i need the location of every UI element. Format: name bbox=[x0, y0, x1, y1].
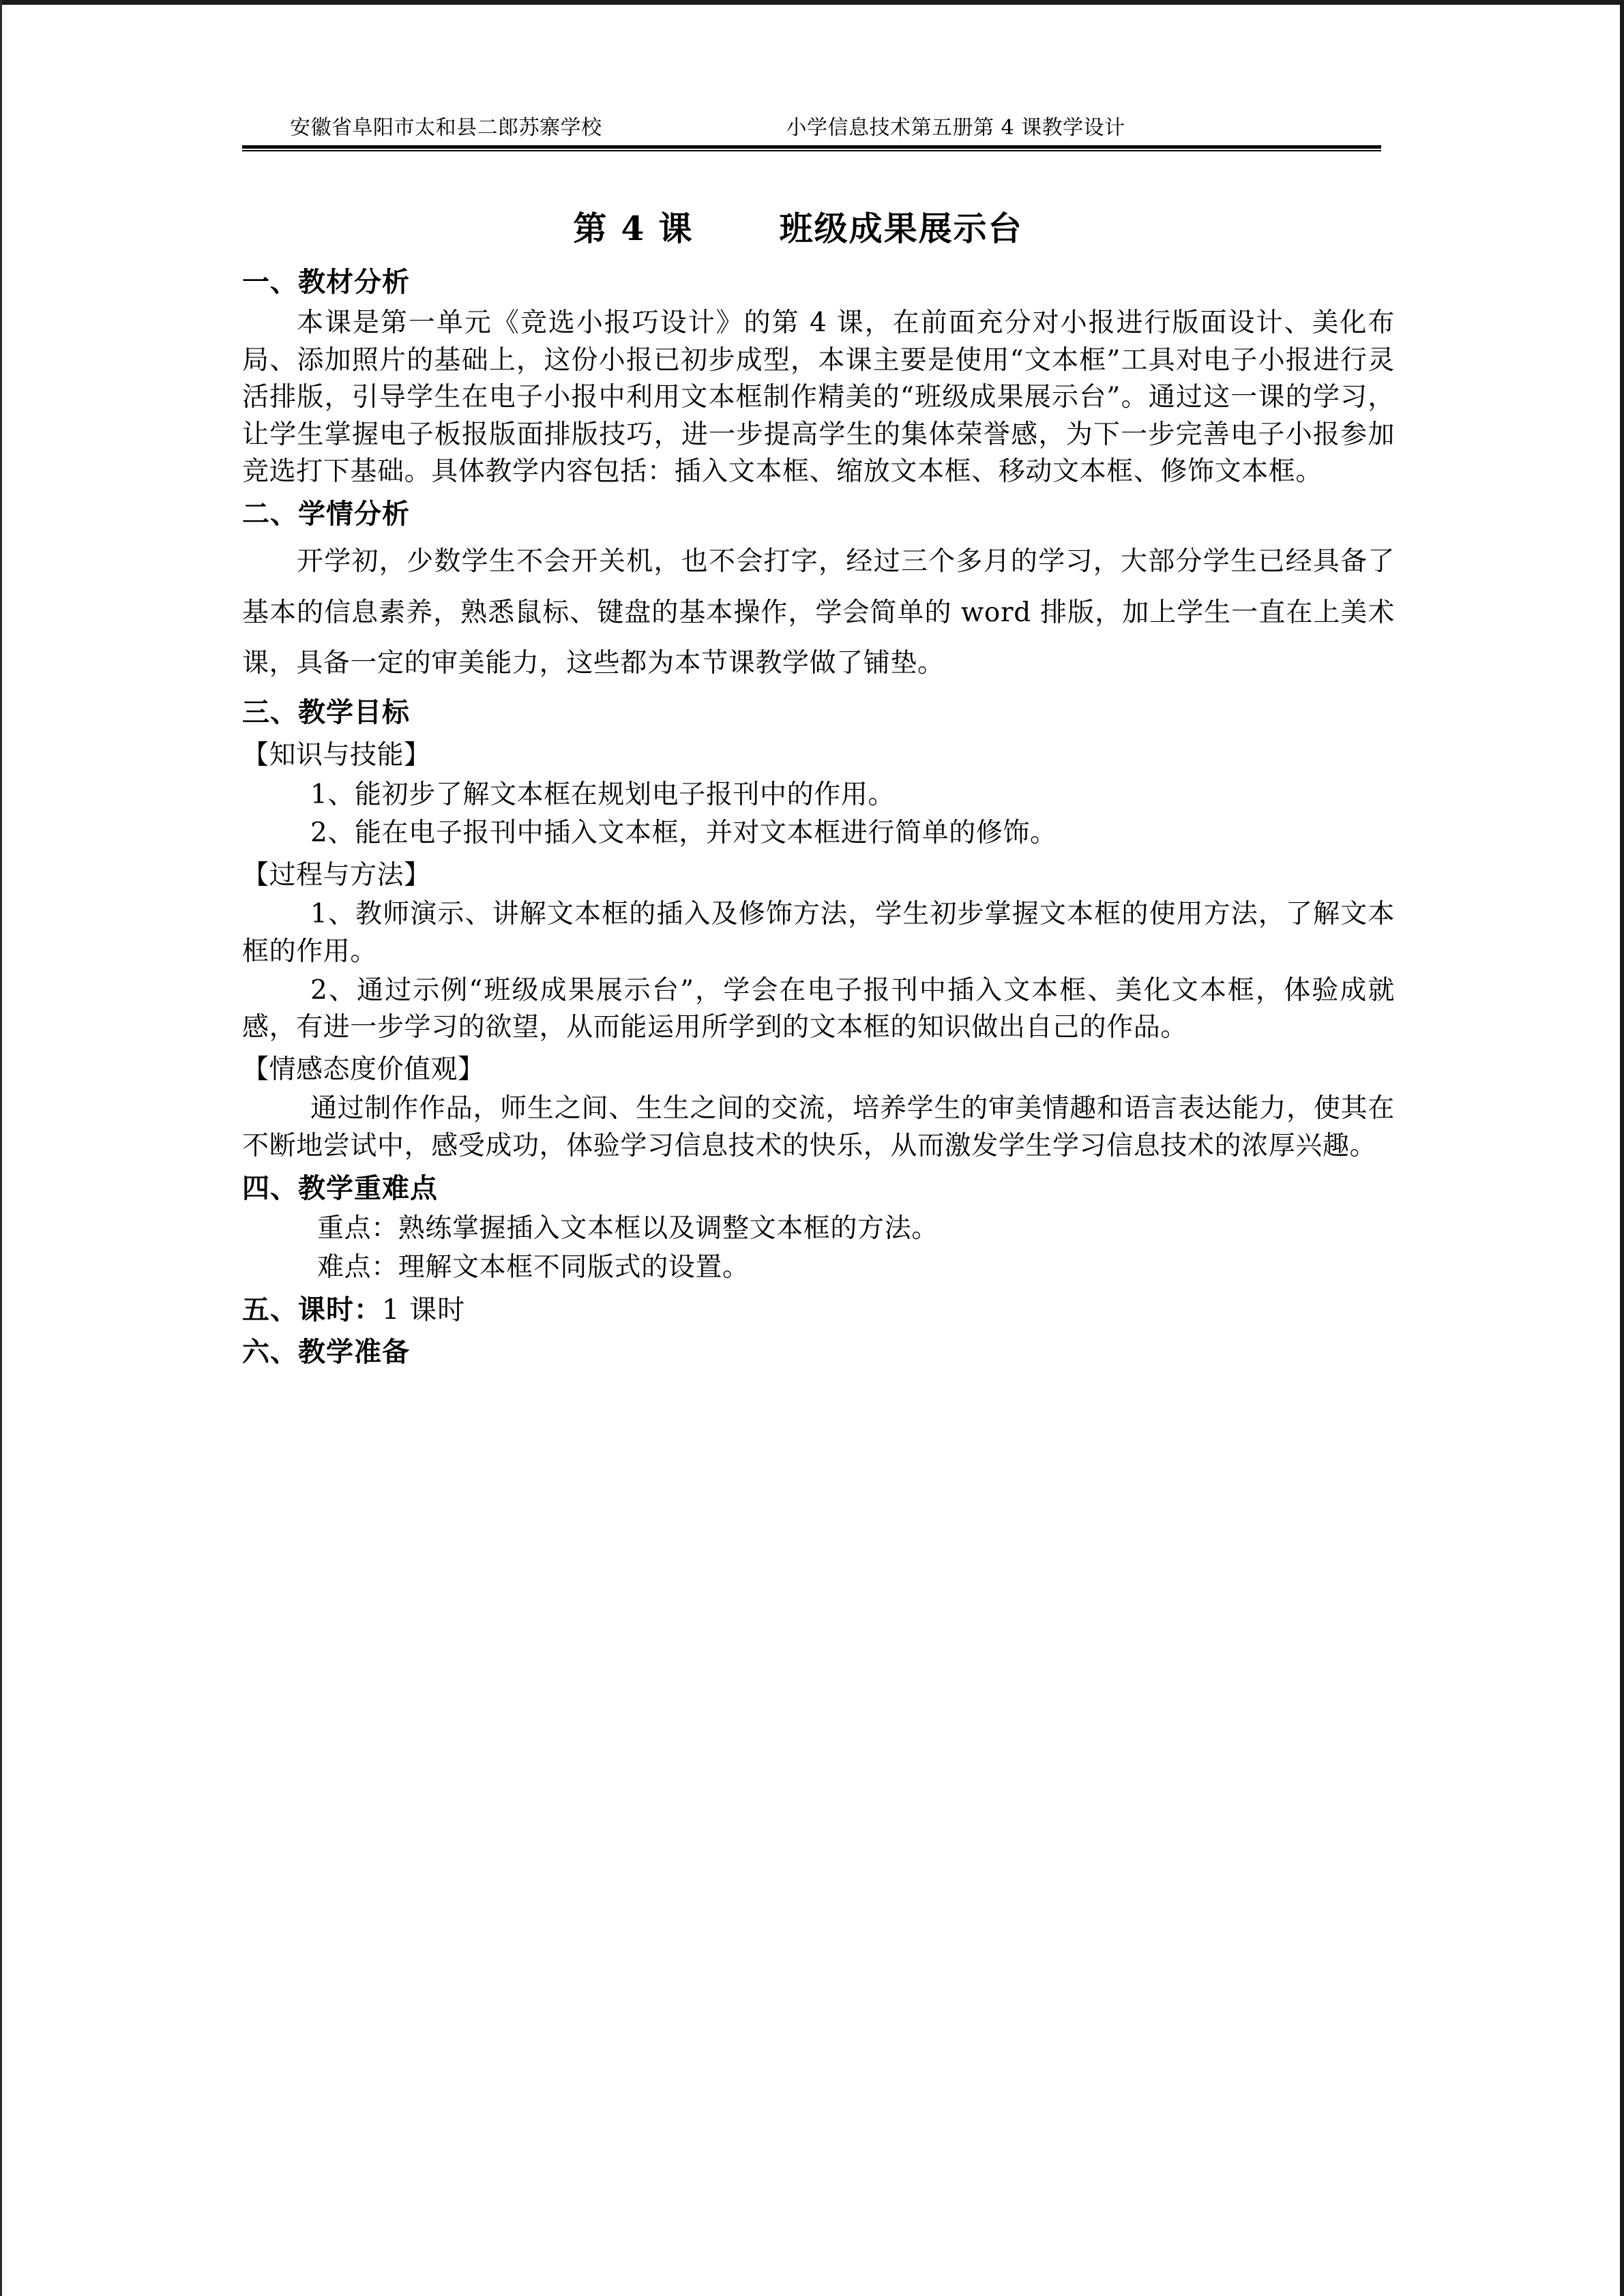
paragraph-key-point: 重点：熟练掌握插入文本框以及调整文本框的方法。 bbox=[317, 1213, 939, 1244]
page-scan-edge-left bbox=[0, 0, 2, 2296]
header-course-title: 小学信息技术第五册第 4 课教学设计 bbox=[786, 116, 1125, 140]
header-rule bbox=[242, 145, 1381, 151]
subheading-process-and-method: 【过程与方法】 bbox=[242, 859, 431, 891]
document-body bbox=[242, 191, 1395, 1375]
title-lesson-name: 班级成果展示台 bbox=[779, 209, 1023, 248]
subheading-emotion-attitude-values: 【情感态度价值观】 bbox=[242, 1054, 485, 1085]
title-lesson-number: 第 4 课 bbox=[573, 209, 694, 248]
paragraph-student-analysis: 开学初，少数学生不会开关机，也不会打字，经过三个多月的学习，大部分学生已经具备了基本的信息素养，熟悉鼠标、键盘的基本操作，学会简单的 word 排版，加上学生一直在上美术课，具备一定的审美能力，这些都为本节课教学做了铺垫。 bbox=[242, 546, 1395, 679]
page-scan-edge-top bbox=[0, 0, 1624, 5]
section-heading-teaching-preparation: 六、教学准备 bbox=[242, 1336, 410, 1369]
paragraph-teaching-material-analysis: 本课是第一单元《竞选小报巧设计》的第 4 课，在前面充分对小报进行版面设计、美化布局、添加照片的基础上，这份小报已初步成型，本课主要是使用“文本框”工具对电子小报进行灵活排版，引导学生在电子小报中利用文本框制作精美的“班级成果展示台”。通过这一课的学习，让学生掌握电子板报版面排版技巧，进一步提高学生的集体荣誉感，为下一步完善电子小报参加竞选打下基础。具体教学内容包括：插入文本框、缩放文本框、移动文本框、修饰文本框。 bbox=[242, 307, 1395, 488]
running-header-row bbox=[242, 115, 1383, 141]
objective-item: 1、能初步了解文本框在规划电子报刊中的作用。 bbox=[310, 779, 896, 810]
running-header bbox=[242, 115, 1383, 151]
section-heading-key-and-difficult-points: 四、教学重难点 bbox=[242, 1172, 438, 1204]
section-heading-class-hours bbox=[242, 1291, 1395, 1330]
objective-item: 2、通过示例“班级成果展示台”，学会在电子报刊中插入文本框、美化文本框，体验成就感，有进一步学习的欲望，从而能运用所学到的文本框的知识做出自己的作品。 bbox=[242, 974, 1395, 1043]
page-title bbox=[242, 206, 1395, 251]
paragraph-difficult-point: 难点：理解文本框不同版式的设置。 bbox=[317, 1251, 750, 1283]
class-hours-label: 五、课时： bbox=[242, 1293, 382, 1326]
section-heading-teaching-objectives: 三、教学目标 bbox=[242, 696, 410, 729]
class-hours-value: 1 课时 bbox=[382, 1294, 466, 1326]
header-school-name: 安徽省阜阳市太和县二郎苏寨学校 bbox=[290, 116, 602, 140]
objective-item: 2、能在电子报刊中插入文本框，并对文本框进行简单的修饰。 bbox=[310, 818, 1057, 849]
objective-item: 1、教师演示、讲解文本框的插入及修饰方法，学生初步掌握文本框的使用方法，了解文本框的作用。 bbox=[242, 899, 1395, 967]
section-heading-teaching-material-analysis: 一、教材分析 bbox=[242, 266, 410, 299]
section-heading-student-analysis: 二、学情分析 bbox=[242, 497, 410, 530]
page-scan-edge-right bbox=[1620, 0, 1624, 2296]
subheading-knowledge-and-skills: 【知识与技能】 bbox=[242, 740, 431, 771]
objective-item: 通过制作作品，师生之间、生生之间的交流，培养学生的审美情趣和语言表达能力，使其在不断地尝试中，感受成功，体验学习信息技术的快乐，从而激发学生学习信息技术的浓厚兴趣。 bbox=[242, 1093, 1395, 1161]
